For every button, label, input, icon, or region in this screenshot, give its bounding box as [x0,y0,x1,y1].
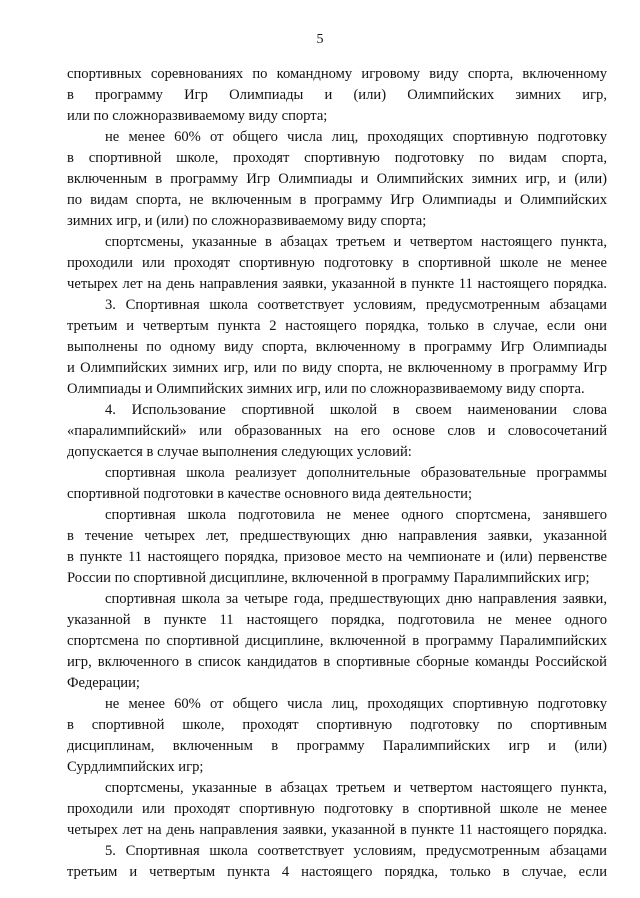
text-line: спортивная школа подготовила не менее одного спортсмена, занявшего [105,507,607,523]
text-line: допускается в случае выполнения следующих условий: [67,444,412,460]
text-line: не менее 60% от общего числа лиц, проходящих спортивную подготовку [105,129,607,145]
text-line: выполнены по одному виду спорта, включенному в программу Игр Олимпиады [67,339,607,355]
text-line: по видам спорта, не включенным в программу Игр Олимпиады и Олимпийских [67,192,607,208]
text-line: 3. Спортивная школа соответствует условиям, предусмотренным абзацами [105,297,607,313]
text-line: 4. Использование спортивной школой в своем наименовании слова [105,402,607,418]
text-line: спортсмена по спортивной дисциплине, включенной в программу Паралимпийских [67,633,607,649]
text-line: или по сложноразвиваемому виду спорта; [67,108,328,124]
page-number: 5 [316,32,324,47]
text-line: третьим и четвертым пункта 4 настоящего порядка, только в случае, если [67,864,607,880]
text-line: в спортивной школе, проходят спортивную подготовку по спортивным [67,717,607,733]
text-line: Олимпиады и Олимпийских зимних игр, или по сложноразвиваемому виду спорта. [67,381,585,397]
text-line: 5. Спортивная школа соответствует условиям, предусмотренным абзацами [105,843,607,859]
text-line: в пункте 11 настоящего порядка, призовое место на чемпионате и (или) первенстве [67,549,607,565]
text-line: дисциплинам, включенным в программу Паралимпийских игр и (или) [67,738,607,754]
text-line: четырех лет на день направления заявки, указанной в пункте 11 настоящего порядка. [67,276,607,292]
text-line: не менее 60% от общего числа лиц, проходящих спортивную подготовку [105,696,607,712]
text-line: спортсмены, указанные в абзацах третьем и четвертом настоящего пункта, [105,780,607,796]
text-line: игр, включенного в список кандидатов в спортивные сборные команды Российской [67,654,607,670]
text-line: указанной в пункте 11 настоящего порядка, подготовила не менее одного [67,612,607,628]
text-line: в спортивной школе, проходят спортивную подготовку по видам спорта, [67,150,607,166]
text-line: в программу Игр Олимпиады и (или) Олимпийских зимних игр, [67,87,607,103]
text-line: зимних игр, и (или) по сложноразвиваемому виду спорта; [67,213,427,229]
text-line: спортсмены, указанные в абзацах третьем и четвертом настоящего пункта, [105,234,607,250]
text-line: спортивная школа реализует дополнительные образовательные программы [105,465,607,481]
text-line: России по спортивной дисциплине, включенной в программу Паралимпийских игр; [67,570,590,586]
text-line: Федерации; [67,675,140,691]
text-line: проходили или проходят спортивную подготовку в спортивной школе не менее [67,801,607,817]
text-line: спортивных соревнованиях по командному игровому виду спорта, включенному [67,66,607,82]
text-line: включенным в программу Игр Олимпиады и Олимпийских зимних игр, и (или) [67,171,607,187]
text-line: спортивной подготовки в качестве основного вида деятельности; [67,486,473,502]
text-line: третьим и четвертым пункта 2 настоящего порядка, только в случае, если они [67,318,607,334]
text-line: и Олимпийских зимних игр, или по виду спорта, не включенному в программу Игр [67,360,607,376]
text-line: «паралимпийский» или образованных на его основе слов и словосочетаний [67,423,607,439]
text-line: четырех лет на день направления заявки, указанной в пункте 11 настоящего порядка. [67,822,607,838]
text-line: спортивная школа за четыре года, предшествующих дню направления заявки, [105,591,607,607]
text-line: Сурдлимпийских игр; [67,759,204,775]
text-line: проходили или проходят спортивную подготовку в спортивной школе не менее [67,255,607,271]
text-line: в течение четырех лет, предшествующих дню направления заявки, указанной [67,528,607,544]
